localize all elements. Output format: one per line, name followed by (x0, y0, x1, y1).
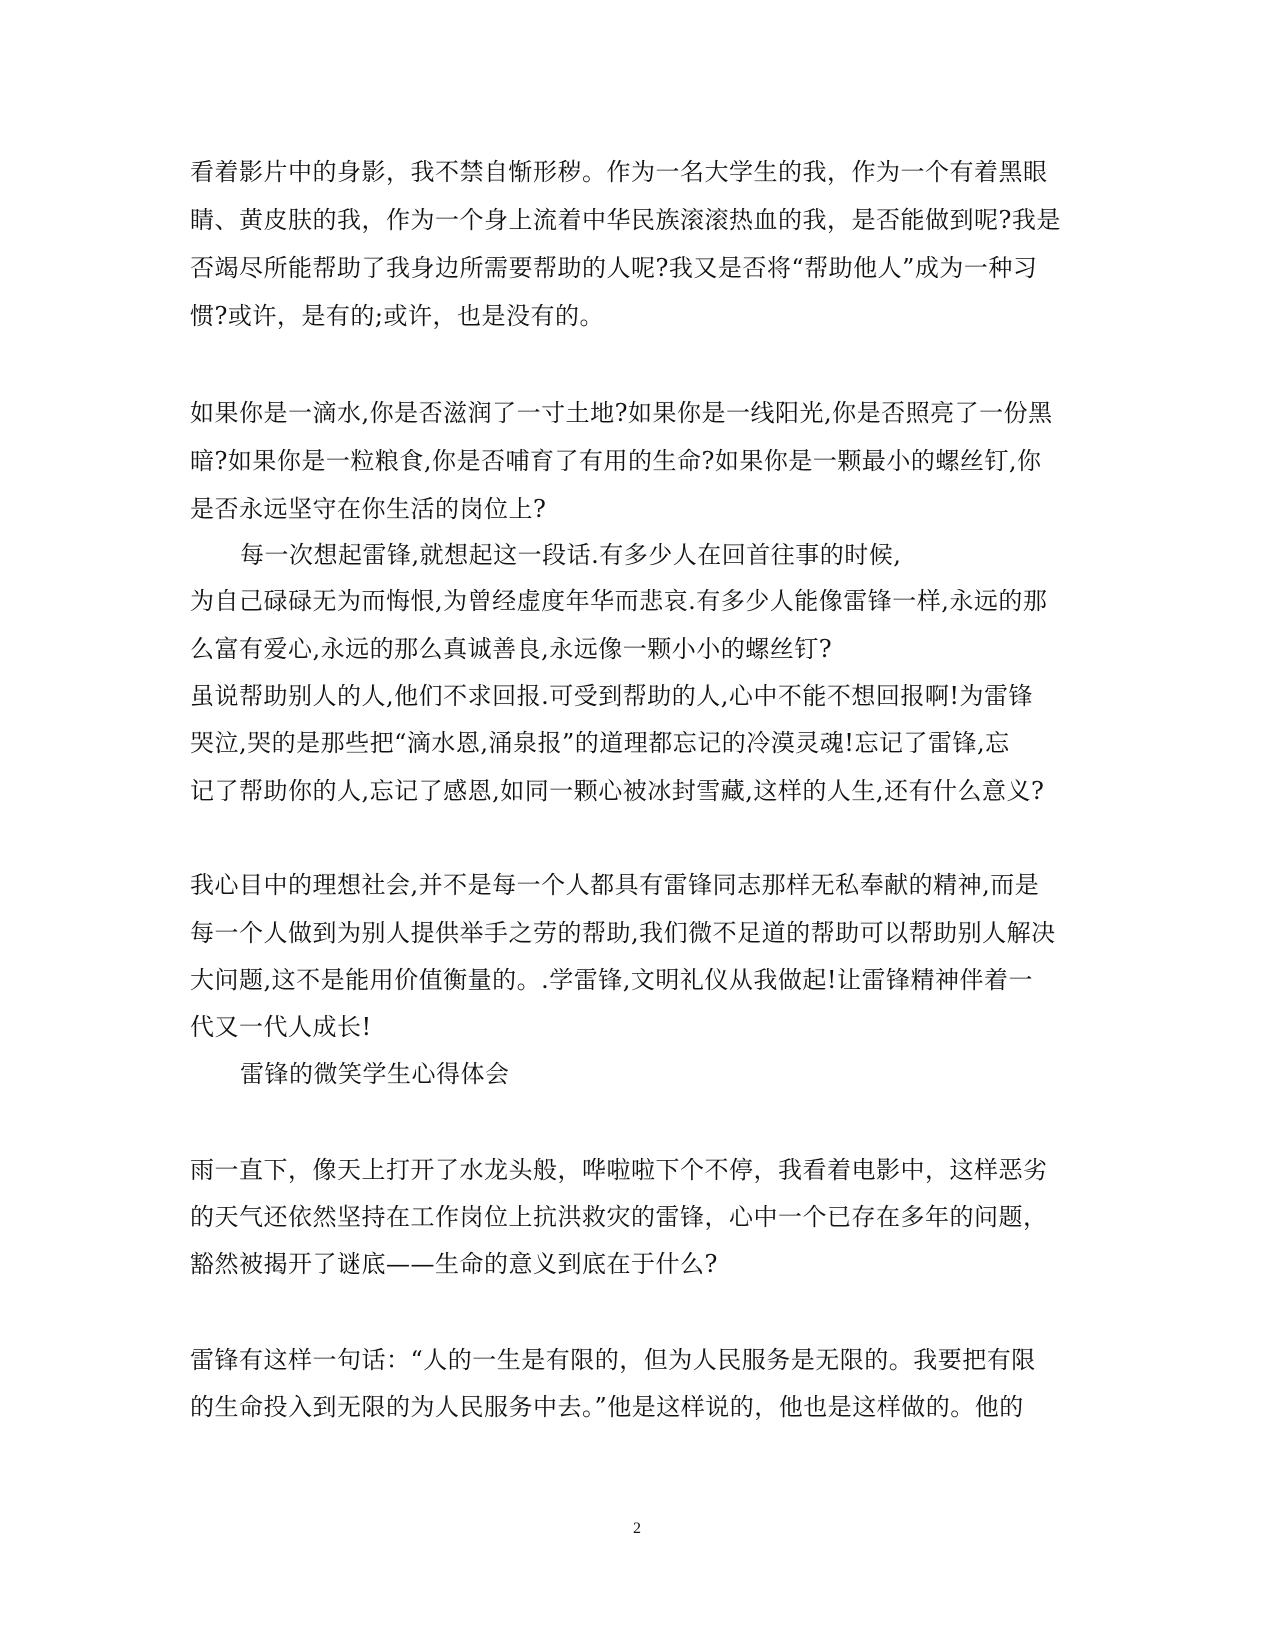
text-line: 虽说帮助别人的人,他们不求回报.可受到帮助的人,心中不能不想回报啊!为雷锋 (190, 682, 1034, 710)
text-line: 睛、黄皮肤的我，作为一个身上流着中华民族滚滚热血的我，是否能做到呢?我是 (190, 206, 1061, 234)
section-heading: 雷锋的微笑学生心得体会 (240, 1060, 510, 1088)
text-line: 么富有爱心,永远的那么真诚善良,永远像一颗小小的螺丝钉? (190, 635, 833, 663)
text-line: 为自己碌碌无为而悔恨,为曾经虚度年华而悲哀.有多少人能像雷锋一样,永远的那 (190, 587, 1048, 615)
text-line: 哭泣,哭的是那些把“滴水恩,涌泉报”的道理都忘记的冷漠灵魂!忘记了雷锋,忘 (190, 729, 1010, 757)
text-line: 大问题,这不是能用价值衡量的。.学雷锋,文明礼仪从我做起!让雷锋精神伴着一 (190, 966, 1034, 994)
text-line: 代又一代人成长! (190, 1013, 372, 1041)
text-line: 惯?或许，是有的;或许，也是没有的。 (190, 302, 604, 330)
text-line: 的天气还依然坚持在工作岗位上抗洪救灾的雷锋，心中一个已存在多年的问题， (190, 1203, 1048, 1231)
text-line: 记了帮助你的人,忘记了感恩,如同一颗心被冰封雪藏,这样的人生,还有什么意义? (190, 777, 1045, 805)
text-line: 雷锋有这样一句话：“人的一生是有限的，但为人民服务是无限的。我要把有限 (190, 1346, 1036, 1374)
text-line: 每一个人做到为别人提供举手之劳的帮助,我们微不足道的帮助可以帮助别人解决 (190, 919, 1056, 947)
text-line: 雨一直下，像天上打开了水龙头般，哗啦啦下个不停，我看着电影中，这样恶劣 (190, 1156, 1048, 1184)
text-line: 我心目中的理想社会,并不是每一个人都具有雷锋同志那样无私奉献的精神,而是 (190, 871, 1040, 899)
text-line: 是否永远坚守在你生活的岗位上? (190, 495, 547, 523)
text-line: 否竭尽所能帮助了我身边所需要帮助的人呢?我又是否将“帮助他人”成为一种习 (190, 254, 1038, 282)
text-line: 每一次想起雷锋,就想起这一段话.有多少人在回首往事的时候, (240, 541, 902, 569)
text-line: 如果你是一滴水,你是否滋润了一寸土地?如果你是一线阳光,你是否照亮了一份黑 (190, 399, 1053, 427)
page-number: 2 (633, 1520, 641, 1537)
text-line: 看着影片中的身影，我不禁自惭形秽。作为一名大学生的我，作为一个有着黑眼 (190, 158, 1048, 186)
text-line: 豁然被揭开了谜底——生命的意义到底在于什么? (190, 1250, 718, 1278)
text-line: 暗?如果你是一粒粮食,你是否哺育了有用的生命?如果你是一颗最小的螺丝钉,你 (190, 447, 1042, 475)
text-line: 的生命投入到无限的为人民服务中去。”他是这样说的，他也是这样做的。他的 (190, 1393, 1024, 1421)
